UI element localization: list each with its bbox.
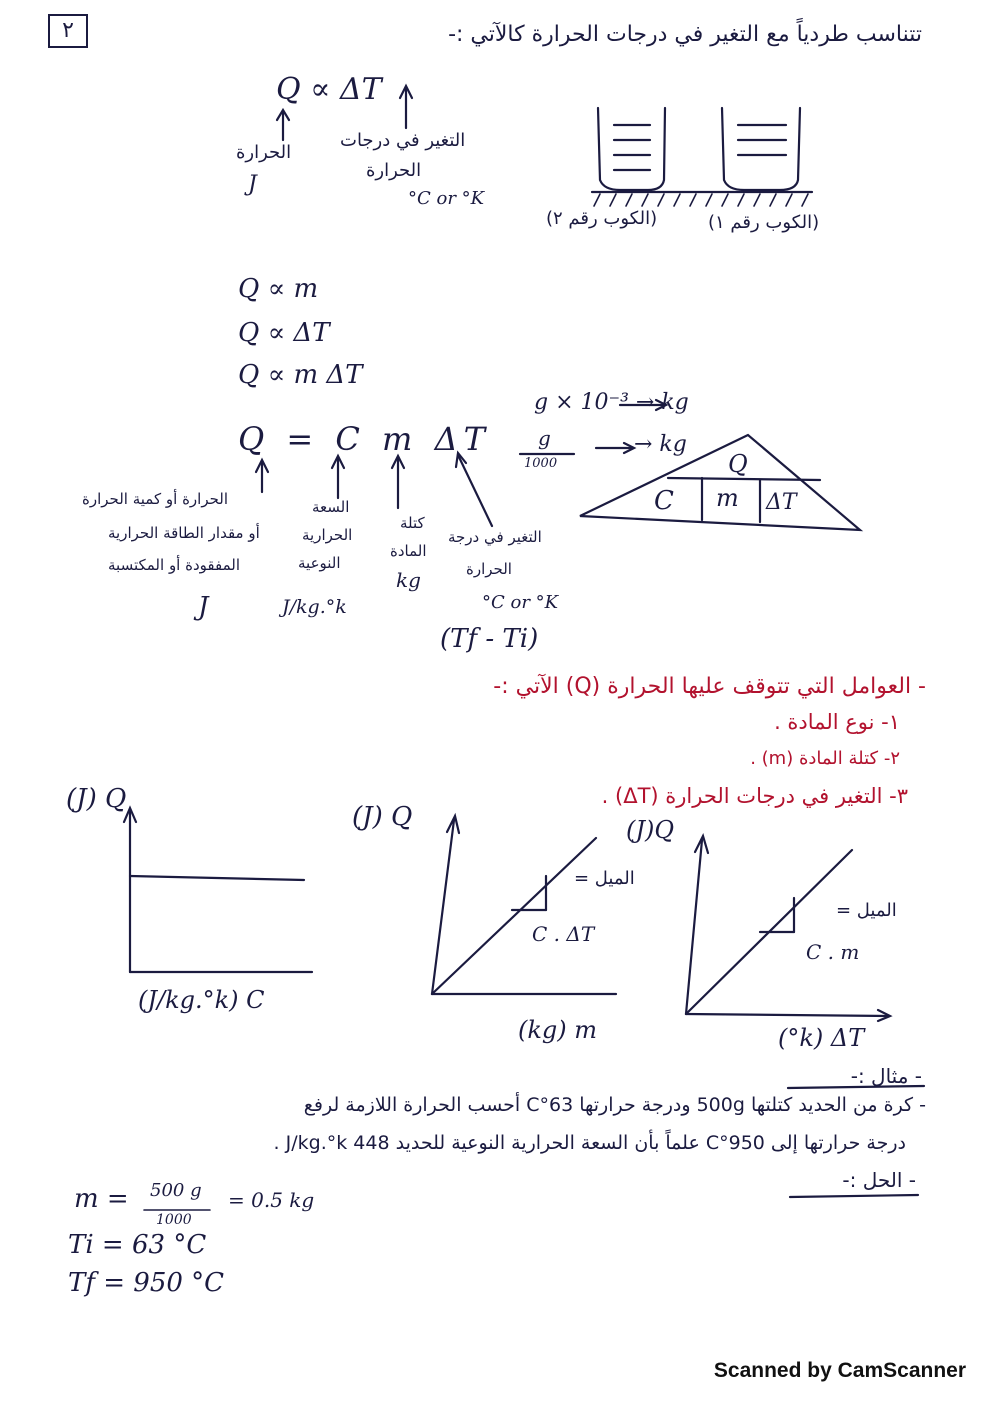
relation-q-dt: Q ∝ ΔT bbox=[276, 72, 382, 107]
page-number: ٢ bbox=[48, 14, 88, 48]
m-frac-den: 1000 bbox=[156, 1212, 192, 1228]
dt-label-ar-1: التغير في درجات bbox=[340, 130, 466, 151]
graph2-xlabel: (kg) m bbox=[518, 1016, 598, 1044]
conversion-line-1-lhs bbox=[534, 390, 689, 415]
triangle-dt: ΔT bbox=[766, 490, 797, 515]
graph3-slope-label: الميل = bbox=[836, 900, 897, 921]
dt-desc-unit: °C or °K bbox=[482, 592, 559, 613]
q-unit: J bbox=[248, 172, 257, 197]
graph-q-vs-dt bbox=[686, 836, 890, 1021]
c-desc-2: الحرارية bbox=[302, 526, 353, 544]
beaker-1 bbox=[598, 108, 665, 190]
factor-2: ٢- كتلة المادة (m) . bbox=[750, 748, 900, 769]
page-heading: تتناسب طردياً مع التغير في درجات الحرارة كالآتي :- bbox=[448, 22, 922, 47]
graph3-xlabel: (°k) ΔT bbox=[778, 1024, 865, 1052]
factors-title: - العوامل التي تتوقف عليها الحرارة (Q) الآتي :- bbox=[493, 674, 926, 699]
graph3-ylabel: (J)Q bbox=[626, 816, 675, 844]
solution-label: - الحل :- bbox=[842, 1168, 916, 1192]
m-desc-2: المادة bbox=[390, 542, 427, 560]
factor-3: ٣- التغير في درجات الحرارة (ΔT) . bbox=[601, 784, 908, 808]
dt-formula: (Tf - Ti) bbox=[440, 624, 539, 654]
q-desc-2: أو مقدار الطاقة الحرارية bbox=[108, 524, 260, 542]
prop-q-dt: Q ∝ ΔT bbox=[238, 318, 330, 348]
q-label-ar: الحرارة bbox=[236, 142, 292, 163]
conversion-result: → kg bbox=[634, 432, 687, 457]
triangle-m: m bbox=[716, 484, 739, 512]
c-desc-3: النوعية bbox=[298, 554, 341, 572]
graph2-ylabel: (J) Q bbox=[352, 802, 413, 832]
main-equation: Q = C m ΔT bbox=[238, 420, 492, 458]
c-desc-unit: J/kg.°k bbox=[282, 596, 347, 618]
prop-q-m-dt: Q ∝ m ΔT bbox=[238, 360, 363, 390]
dt-label-ar-2: الحرارة bbox=[366, 160, 422, 181]
dt-desc-2: الحرارة bbox=[466, 560, 512, 578]
example-line-1: - كرة من الحديد كتلتها 500g ودرجة حرارتها 63°C أحسب الحرارة اللازمة لرفع bbox=[303, 1094, 926, 1116]
graph2-slope-value: C . ΔT bbox=[532, 922, 595, 946]
m-line-lhs: m = bbox=[74, 1184, 129, 1214]
q-desc-3: المفقودة أو المكتسبة bbox=[108, 556, 240, 574]
graph-q-vs-c bbox=[124, 808, 312, 972]
prop-q-m: Q ∝ m bbox=[238, 274, 319, 304]
triangle-c: C bbox=[654, 486, 674, 516]
m-frac-num: 500 g bbox=[150, 1180, 202, 1201]
factor-1: ١- نوع المادة . bbox=[774, 710, 900, 734]
q-desc-unit: J bbox=[198, 592, 209, 622]
graph2-slope-label: الميل = bbox=[574, 868, 635, 889]
example-line-2: درجة حرارتها إلى 950°C علماً بأن السعة الحرارية النوعية للحديد 448 J/kg.°k . bbox=[273, 1132, 906, 1154]
beaker-2 bbox=[722, 108, 800, 190]
conversion-fraction-num: g bbox=[538, 426, 551, 450]
dt-unit: °C or °K bbox=[408, 188, 485, 209]
beaker-1-label: (الكوب رقم ١) bbox=[708, 212, 820, 233]
graph3-slope-value: C . m bbox=[806, 940, 860, 964]
m-desc-unit: kg bbox=[396, 568, 421, 592]
q-desc-1: الحرارة أو كمية الحرارة bbox=[82, 490, 229, 508]
graph1-ylabel: (J) Q bbox=[66, 784, 127, 814]
formula-triangle bbox=[580, 435, 860, 530]
m-result: = 0.5 kg bbox=[228, 1188, 315, 1212]
m-desc-1: كتلة bbox=[400, 514, 425, 532]
dt-desc-1: التغير في درجة bbox=[448, 528, 542, 546]
c-desc-1: السعة bbox=[312, 498, 350, 516]
ti-line: Ti = 63 °C bbox=[68, 1230, 207, 1260]
conversion-text: g × 10⁻³ → kg bbox=[534, 390, 689, 415]
camscanner-watermark: Scanned by CamScanner bbox=[713, 1359, 966, 1382]
example-heading: - مثال :- bbox=[850, 1064, 922, 1088]
conversion-fraction-den: 1000 bbox=[524, 456, 558, 471]
graph-q-vs-m bbox=[432, 816, 616, 994]
beaker-2-label: (الكوب رقم ٢) bbox=[546, 208, 658, 229]
triangle-q: Q bbox=[728, 450, 748, 478]
graph1-xlabel: (J/kg.°k) C bbox=[138, 986, 265, 1014]
tf-line: Tf = 950 °C bbox=[68, 1268, 225, 1298]
